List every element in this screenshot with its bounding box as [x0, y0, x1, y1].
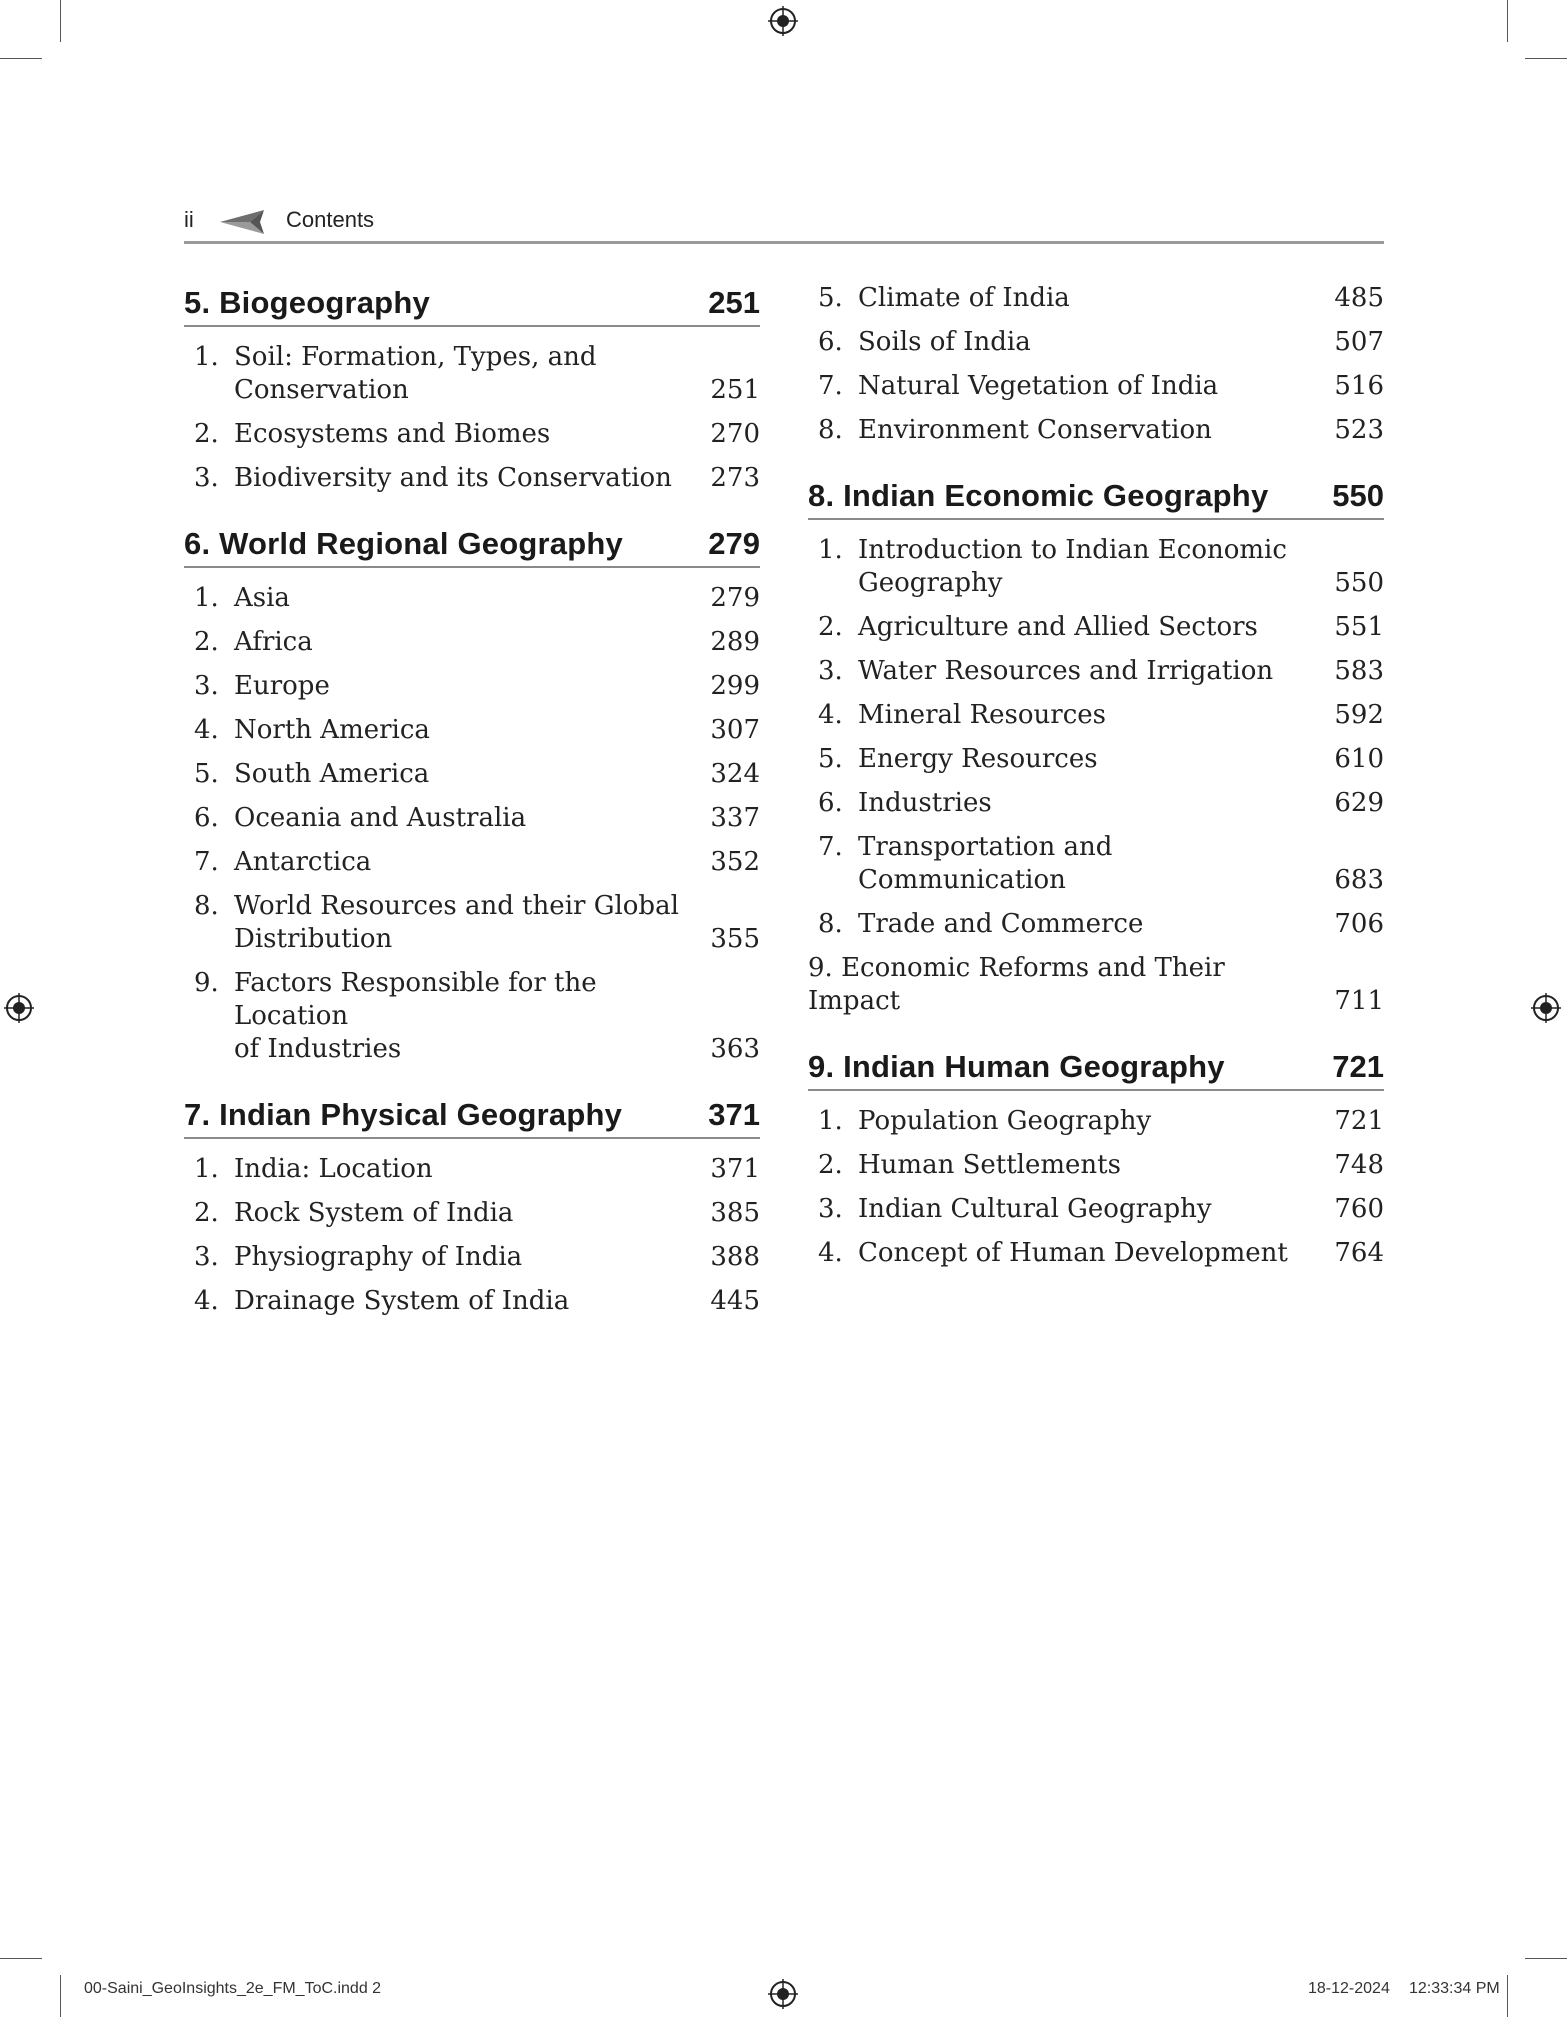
entry-title-continued: of Industries [234, 1034, 402, 1064]
entry-title: Environment Conservation [858, 415, 1212, 445]
entry-title: Soil: Formation, Types, and [234, 342, 597, 372]
toc-right-column [808, 282, 1384, 1281]
chapter-heading[interactable] [184, 526, 760, 568]
footer-time: 12:33:34 PM [1409, 1980, 1500, 1997]
entry-number: 7. [818, 371, 843, 401]
toc-entry[interactable] [808, 787, 1384, 820]
toc-entry[interactable] [184, 846, 760, 879]
toc-entry[interactable] [808, 1149, 1384, 1182]
chapter-heading[interactable] [184, 1097, 760, 1139]
entry-page-number: 592 [1334, 700, 1384, 730]
section-spacer [184, 506, 760, 526]
toc-entry[interactable] [184, 341, 760, 407]
entry-number: 2. [818, 1150, 843, 1180]
entry-title: Rock System of India [234, 1198, 514, 1228]
chapter-page-number: 279 [708, 526, 760, 561]
entry-title: Drainage System of India [234, 1286, 570, 1316]
entry-number: 4. [818, 1238, 843, 1268]
entry-number: 1. [194, 342, 219, 372]
crop-mark [1507, 1975, 1508, 2017]
chapter-heading[interactable] [808, 478, 1384, 520]
crop-mark [1525, 58, 1567, 59]
entry-page-number: 711 [1334, 986, 1384, 1016]
entry-page-number: 550 [1334, 568, 1384, 598]
toc-entry[interactable] [808, 414, 1384, 447]
toc-entry[interactable] [184, 582, 760, 615]
entry-page-number: 299 [710, 671, 760, 701]
crop-mark [1525, 1958, 1567, 1959]
chapter-page-number: 251 [708, 285, 760, 320]
entry-title: India: Location [234, 1154, 433, 1184]
chapter-heading[interactable] [808, 1049, 1384, 1091]
entry-page-number: 289 [710, 627, 760, 657]
entry-title: Factors Responsible for the Location [234, 968, 597, 1031]
toc-entry[interactable] [808, 1237, 1384, 1270]
entry-number: 5. [818, 744, 843, 774]
entry-number: 1. [818, 1106, 843, 1136]
entry-title: Mineral Resources [858, 700, 1107, 730]
entry-page-number: 683 [1334, 865, 1384, 895]
toc-entry[interactable] [808, 952, 1384, 1018]
section-spacer [808, 1029, 1384, 1049]
entry-page-number: 551 [1334, 612, 1384, 642]
entry-page-number: 764 [1334, 1238, 1384, 1268]
chapter-title-wrap [184, 1097, 622, 1133]
entry-number: 2. [194, 419, 219, 449]
entry-title-continued: Geography [858, 568, 1003, 598]
chapter-number: 7. [184, 1097, 211, 1132]
entry-page-number: 385 [710, 1198, 760, 1228]
chapter-page-number: 721 [1332, 1049, 1384, 1084]
toc-entry[interactable] [184, 758, 760, 791]
chapter-title: Indian Economic Geography [843, 478, 1269, 513]
entry-title: Soils of India [858, 327, 1031, 357]
entry-number: 3. [818, 656, 843, 686]
entry-number: 3. [194, 671, 219, 701]
entry-number: 2. [194, 627, 219, 657]
entry-title: Asia [234, 583, 290, 613]
toc-entry[interactable] [808, 370, 1384, 403]
toc-entry[interactable] [808, 282, 1384, 315]
section-spacer [808, 458, 1384, 478]
entry-page-number: 273 [710, 463, 760, 493]
toc-entry[interactable] [184, 626, 760, 659]
entry-page-number: 583 [1334, 656, 1384, 686]
entry-page-number: 507 [1334, 327, 1384, 357]
entry-number: 6. [194, 803, 219, 833]
entry-page-number: 485 [1334, 283, 1384, 313]
chapter-number: 5. [184, 285, 211, 320]
entry-number: 6. [818, 327, 843, 357]
chapter-number: 8. [808, 478, 835, 513]
crop-mark [60, 0, 61, 42]
entry-number: 4. [194, 715, 219, 745]
entry-title: Economic Reforms and Their Impact [808, 953, 1225, 1016]
chapter-heading[interactable] [184, 285, 760, 327]
entry-number: 3. [818, 1194, 843, 1224]
registration-mark-icon [1531, 993, 1561, 1023]
registration-mark-icon [768, 6, 798, 36]
toc-entry[interactable] [184, 418, 760, 451]
entry-page-number: 363 [710, 1034, 760, 1064]
entry-number: 2. [818, 612, 843, 642]
entry-title: South America [234, 759, 430, 789]
entry-page-number: 307 [710, 715, 760, 745]
entry-page-number: 706 [1334, 909, 1384, 939]
entry-number: 1. [818, 535, 843, 565]
toc-entry[interactable] [808, 611, 1384, 644]
entry-title: Industries [858, 788, 992, 818]
crop-mark [0, 1958, 42, 1959]
toc-entry[interactable] [184, 967, 760, 1066]
toc-entry[interactable] [184, 714, 760, 747]
entry-number: 8. [818, 909, 843, 939]
entry-number: 8. [818, 415, 843, 445]
entry-title: Energy Resources [858, 744, 1098, 774]
paper-plane-icon [220, 208, 266, 236]
toc-entry[interactable] [184, 802, 760, 835]
toc-entry[interactable] [184, 890, 760, 956]
entry-page-number: 279 [710, 583, 760, 613]
toc-entry[interactable] [808, 1193, 1384, 1226]
chapter-title-wrap [184, 526, 623, 562]
entry-title: Indian Cultural Geography [858, 1194, 1212, 1224]
entry-title: Trade and Commerce [858, 909, 1144, 939]
registration-mark-icon [4, 993, 34, 1023]
entry-page-number: 760 [1334, 1194, 1384, 1224]
entry-page-number: 610 [1334, 744, 1384, 774]
entry-page-number: 523 [1334, 415, 1384, 445]
running-header [184, 205, 1384, 241]
entry-page-number: 352 [710, 847, 760, 877]
header-rule [184, 241, 1384, 244]
entry-number: 1. [194, 1154, 219, 1184]
entry-page-number: 355 [710, 924, 760, 954]
entry-title: Africa [234, 627, 313, 657]
chapter-number: 6. [184, 526, 211, 561]
entry-title: Ecosystems and Biomes [234, 419, 551, 449]
chapter-title-wrap [184, 285, 430, 321]
entry-page-number: 388 [710, 1242, 760, 1272]
toc-entry[interactable] [808, 1105, 1384, 1138]
entry-page-number: 324 [710, 759, 760, 789]
toc-entry[interactable] [184, 462, 760, 495]
entry-title: Climate of India [858, 283, 1070, 313]
toc-entry[interactable] [184, 1285, 760, 1318]
toc-entry[interactable] [184, 1153, 760, 1186]
chapter-title-wrap [808, 1049, 1225, 1085]
entry-title: Oceania and Australia [234, 803, 527, 833]
entry-title: Europe [234, 671, 330, 701]
section-spacer [184, 1077, 760, 1097]
chapter-page-number: 550 [1332, 478, 1384, 513]
entry-title: Concept of Human Development [858, 1238, 1288, 1268]
crop-mark [1507, 0, 1508, 42]
toc-entry[interactable] [184, 1241, 760, 1274]
entry-title-continued: Distribution [234, 924, 393, 954]
entry-title: Human Settlements [858, 1150, 1121, 1180]
chapter-page-number: 371 [708, 1097, 760, 1132]
crop-mark [60, 1975, 61, 2017]
toc-left-column [184, 285, 760, 1329]
entry-title: Introduction to Indian Economic [858, 535, 1287, 565]
entry-page-number: 721 [1334, 1106, 1384, 1136]
entry-number: 5. [194, 759, 219, 789]
entry-number: 9. [808, 953, 833, 983]
entry-title: Biodiversity and its Conservation [234, 463, 672, 493]
toc-entry[interactable] [808, 743, 1384, 776]
chapter-number: 9. [808, 1049, 835, 1084]
entry-number: 5. [818, 283, 843, 313]
toc-entry[interactable] [808, 699, 1384, 732]
entry-title: Natural Vegetation of India [858, 371, 1219, 401]
entry-title: Antarctica [234, 847, 372, 877]
crop-mark [0, 58, 42, 59]
entry-number: 2. [194, 1198, 219, 1228]
toc-entry[interactable] [808, 908, 1384, 941]
chapter-title: Biogeography [219, 285, 430, 320]
entry-title: Population Geography [858, 1106, 1152, 1136]
entry-page-number: 445 [710, 1286, 760, 1316]
entry-page-number: 371 [710, 1154, 760, 1184]
entry-number: 9. [194, 968, 219, 998]
entry-page-number: 629 [1334, 788, 1384, 818]
entry-number: 7. [818, 832, 843, 862]
toc-entry[interactable] [808, 326, 1384, 359]
entry-page-number: 337 [710, 803, 760, 833]
entry-number: 1. [194, 583, 219, 613]
entry-number: 8. [194, 891, 219, 921]
footer-date: 18-12-2024 [1308, 1980, 1390, 1997]
entry-number: 6. [818, 788, 843, 818]
entry-number: 3. [194, 463, 219, 493]
entry-page-number: 516 [1334, 371, 1384, 401]
toc-entry[interactable] [184, 670, 760, 703]
entry-title: Physiography of India [234, 1242, 523, 1272]
toc-entry[interactable] [184, 1197, 760, 1230]
entry-title: Agriculture and Allied Sectors [858, 612, 1258, 642]
entry-number: 7. [194, 847, 219, 877]
toc-entry[interactable] [808, 831, 1384, 897]
entry-title: Transportation and Communication [858, 832, 1113, 895]
entry-number: 4. [194, 1286, 219, 1316]
entry-title: Water Resources and Irrigation [858, 656, 1274, 686]
entry-number: 4. [818, 700, 843, 730]
chapter-title: World Regional Geography [219, 526, 623, 561]
entry-page-number: 270 [710, 419, 760, 449]
registration-mark-icon [768, 1979, 798, 2009]
entry-title: World Resources and their Global [234, 891, 679, 921]
chapter-title-wrap [808, 478, 1268, 514]
chapter-title: Indian Physical Geography [219, 1097, 623, 1132]
toc-entry[interactable] [808, 655, 1384, 688]
page-folio: ii [184, 207, 194, 232]
entry-number: 3. [194, 1242, 219, 1272]
footer-file-name: 00-Saini_GeoInsights_2e_FM_ToC.indd 2 [84, 1980, 382, 1997]
running-title: Contents [286, 207, 375, 232]
toc-entry[interactable] [808, 534, 1384, 600]
entry-title-continued: Conservation [234, 375, 409, 405]
entry-page-number: 251 [710, 375, 760, 405]
chapter-title: Indian Human Geography [843, 1049, 1225, 1084]
entry-title: North America [234, 715, 430, 745]
entry-page-number: 748 [1334, 1150, 1384, 1180]
